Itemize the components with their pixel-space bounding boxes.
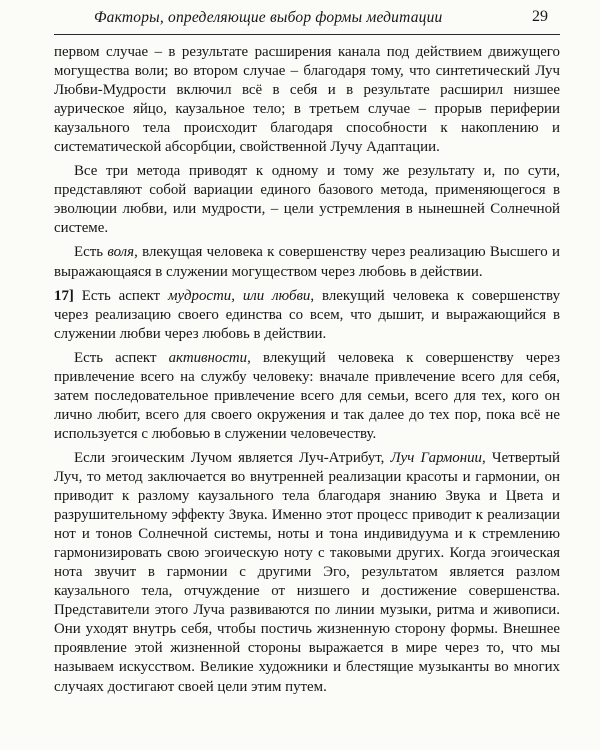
paragraph-6-before: Если эгоическим Лучом является Луч-Атрибут,	[74, 449, 391, 466]
paragraph-4-before: Есть аспект	[73, 287, 168, 304]
paragraph-3-before: Есть	[74, 244, 108, 261]
paragraph-5-before: Есть аспект	[74, 349, 169, 366]
paragraph-4-emphasis: мудрости, или любви	[167, 287, 311, 304]
paragraph-5-after: , влекущий человека к совершенству через привлечение всего на службу человеку: вначале привлечение всего для себя, затем последовательное привлечение всего для семьи, всего для тех, кого он лично любит, всего для своего окружения и так далее до тех пор, пока всё не используется с любовью в служении человечеству.	[54, 349, 561, 442]
body-text	[54, 43, 560, 697]
paragraph-2-text: Все три метода приводят к одному и тому же результату и, по сути, представляют собой вариации единого базового метода, применяющегося в эволюции любви, или мудрости, – цели устремления в нынешней Солнечной системе.	[54, 163, 560, 237]
running-title: Факторы, определяющие выбор формы медитации	[94, 9, 443, 26]
paragraph-1-text: первом случае – в результате расширения канала под действием движущего могущества воли; во втором случае – благодаря тому, что синтетический Луч Любви-Мудрости включил всё в себя и в результате расширил низшее аурическое яйцо, каузальное тело; в третьем случае – прорыв периферии каузального тела происходит благодаря способности к накоплению и систематической абсорбции, свойственной Лучу Адаптации.	[54, 44, 560, 156]
paragraph-3-after: , влекущая человека к совершенству через реализацию Высшего и выражающаяся в служении могуществом через любовь в действии.	[54, 244, 560, 280]
paragraph-2	[54, 162, 560, 238]
page-number: 29	[532, 8, 548, 25]
paragraph-4	[54, 287, 560, 344]
paragraph-5	[54, 349, 560, 444]
paragraph-6-emphasis: Луч Гармонии	[390, 449, 483, 466]
paragraph-5-emphasis: активности	[168, 349, 248, 366]
running-head	[54, 8, 560, 35]
paragraph-3-emphasis: воля	[107, 244, 135, 261]
paragraph-3	[54, 243, 560, 281]
section-marker: 17]	[54, 287, 74, 304]
paragraph-1	[54, 43, 560, 157]
paragraph-6-after: , Четвертый Луч, то метод заключается во внутренней реализации красоты и гармонии, он приводит к разлому каузального тела благодаря знанию Звука и Цвета и разрушительному эффекту Звука. Именно этот процесс приводит к реализации нот и тонов Солнечной системы, ноты и тона индивидуума и к стремлению гармонизировать свою эгоическую ноту с таковыми других. Когда эгоическая нота звучит в гармонии с другими Эго, результатом является разлом каузального тела, отчуждение от низшего и достижение совершенства. Представители этого Луча развиваются по линии музыки, ритма и живописи. Они уходят внутрь себя, чтобы постичь жизненную сторону формы. Внешнее проявление этой жизненной стороны выражается в мире через то, что мы называем искусством. Великие художники и блестящие музыканты во многих случаях достигают своей цели этим путем.	[54, 449, 560, 695]
paragraph-6	[54, 449, 560, 697]
paragraph-4-after: , влекущий человека к совершенству через реализацию своего единства со всем, что дышит, и выражающийся в служении любви через любовь в действии.	[54, 287, 561, 342]
